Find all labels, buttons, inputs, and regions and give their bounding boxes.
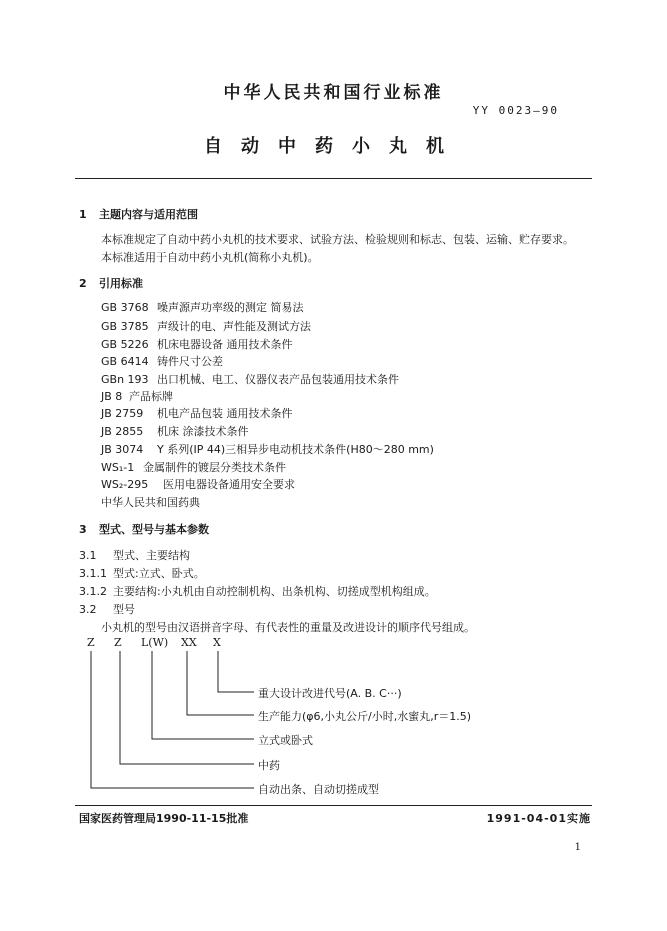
section-title: 型式、型号与基本参数 [99,523,209,536]
reference-code: GB 6414 [101,355,149,368]
reference-code: JB 8 [101,390,123,403]
section-number: 3 [79,523,87,536]
reference-code: JB 3074 [101,443,144,456]
paragraph: 本标准适用于自动中药小丸机(简称小丸机)。 [101,251,319,264]
paragraph: 本标准规定了自动中药小丸机的技术要求、试验方法、检验规则和标志、包装、运输、贮存要求。 [101,233,574,246]
approval-info: 国家医药管理局1990-11-15批准 [79,812,249,825]
section-number: 2 [79,277,87,290]
document-title: 自动中药小丸机 [204,136,463,157]
model-label: 生产能力(φ6,小丸公斤/小时,水蜜丸,r＝1.5) [258,710,472,723]
subsection-number: 3.1 [79,549,97,562]
standard-category-title: 中华人民共和国行业标准 [223,83,444,103]
bracket-line [152,651,254,739]
footer-divider [75,805,592,806]
subsection-number: 3.1.1 [79,567,107,580]
model-label: 中药 [258,759,280,772]
subsection-text: 主要结构:小丸机由自动控制机构、出条机构、切搓成型机构组成。 [113,585,436,598]
subsection-number: 3.1.2 [79,585,107,598]
reference-title: 医用电器设备通用安全要求 [163,478,295,491]
model-label: 立式或卧式 [258,734,313,747]
model-letter: Z [114,636,122,649]
reference-title: 机床 涂漆技术条件 [157,425,249,438]
subsection-text: 型号 [113,603,135,616]
reference-code: GB 5226 [101,338,149,351]
reference-title: 声级计的电、声性能及测试方法 [157,320,311,333]
reference-code: GB 3768 [101,301,149,314]
reference-title: Y 系列(IP 44)三相异步电动机技术条件(H80～280 mm) [157,443,434,456]
model-label: 重大设计改进代号(A. B. C···) [258,687,402,700]
reference-code: GBn 193 [101,373,149,386]
subsection-number: 3.2 [79,603,97,616]
model-letter: XX [181,636,197,649]
implementation-date: 1991-04-01实施 [486,812,591,825]
reference-code: WS₁-1 [101,461,135,474]
model-letter: Z [87,636,95,649]
reference-code: GB 3785 [101,320,149,333]
reference-title: 出口机械、电工、仪器仪表产品包装通用技术条件 [157,373,399,386]
document-code: YY 0023—90 [472,104,559,117]
section-number: 1 [79,208,87,221]
reference-title: 产品标牌 [129,390,173,403]
section-title: 主题内容与适用范围 [99,208,198,221]
reference-code: JB 2759 [101,407,144,420]
bracket-line [187,651,254,715]
reference-title: 金属制件的镀层分类技术条件 [143,461,286,474]
model-description: 小丸机的型号由汉语拼音字母、有代表性的重量及改进设计的顺序代号组成。 [101,621,475,634]
reference-title: 噪声源声功率级的测定 简易法 [157,301,304,314]
reference-title: 机电产品包装 通用技术条件 [157,407,293,420]
reference-code: WS₂-295 [101,478,149,491]
reference-title: 铸件尺寸公差 [157,355,223,368]
page-number: 1 [574,842,581,853]
model-letter: X [213,636,221,649]
reference-title: 机床电器设备 通用技术条件 [157,338,293,351]
model-label: 自动出条、自动切搓成型 [258,783,379,796]
section-title: 引用标准 [99,277,143,290]
subsection-text: 型式、主要结构 [113,549,190,562]
reference-code: JB 2855 [101,425,144,438]
bracket-line [91,651,254,788]
pharmacopoeia-reference: 中华人民共和国药典 [101,496,200,509]
model-letter: L(W) [141,636,169,649]
bracket-line [218,651,254,692]
subsection-text: 型式:立式、卧式。 [113,567,205,580]
